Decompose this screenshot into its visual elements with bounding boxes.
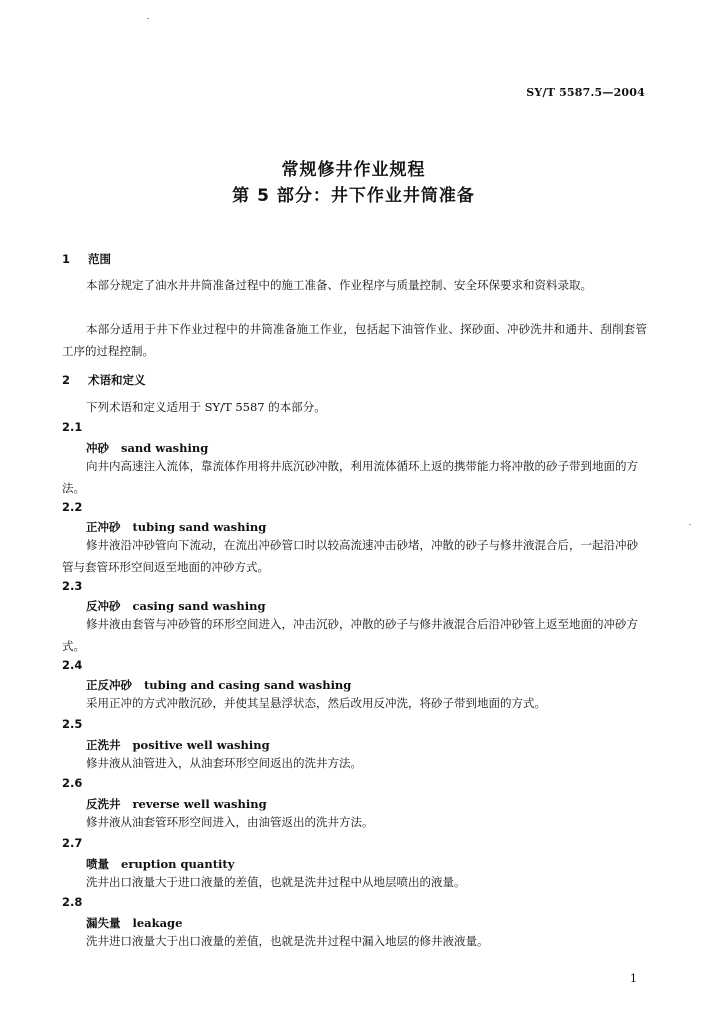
page-number: 1 [630,972,637,985]
term-en: casing sand washing [132,599,266,613]
section-heading-2 [62,372,146,388]
term-title [86,915,182,931]
clause-number: 2.2 [62,500,83,514]
term-en: tubing and casing sand washing [144,678,352,692]
scan-speck [689,524,691,525]
clause-number: 2.1 [62,420,83,434]
term-definition: 修井液由套管与冲砂管的环形空间进入，冲击沉砂，冲散的砂子与修井液混合后沿冲砂管上返至地面的冲砂方式。 [62,617,638,653]
term-en: tubing sand washing [132,520,267,534]
section-title: 术语和定义 [88,373,146,387]
term-title [86,856,234,872]
term-zh: 冲砂 [86,441,109,455]
term-en: positive well washing [132,738,270,752]
paragraph: 本部分规定了油水井井筒准备过程中的施工准备、作业程序与质量控制、安全环保要求和资料录取。 [86,278,592,292]
clause-number: 2.7 [62,836,83,850]
term-zh: 反洗井 [86,797,121,811]
term-title [86,519,266,535]
section-number: 2 [62,373,71,387]
term-zh: 喷量 [86,857,109,871]
term-en: eruption quantity [121,857,235,871]
term-definition: 向井内高速注入流体，靠流体作用将井底沉砂冲散，利用流体循环上返的携带能力将冲散的砂子带到地面的方法。 [62,459,638,495]
term-definition: 洗井出口液量大于进口液量的差值，也就是洗井过程中从地层喷出的液量。 [86,875,466,889]
term-en: reverse well washing [132,797,267,811]
term-zh: 反冲砂 [86,599,121,613]
section-heading-1 [62,251,111,267]
section-title: 范围 [88,252,111,266]
clause-number: 2.4 [62,658,83,672]
term-title [86,677,351,693]
document-title: 常规修井作业规程 [281,160,426,180]
section-number: 1 [62,252,71,266]
paragraph: 下列术语和定义适用于 SY/T 5587 的本部分。 [86,400,326,414]
clause-number: 2.8 [62,895,83,909]
term-definition: 采用正冲的方式冲散沉砂，并使其呈悬浮状态，然后改用反冲洗，将砂子带到地面的方式。 [86,696,546,710]
term-title [86,598,266,614]
term-definition: 修井液从油套管环形空间进入，由油管返出的洗井方法。 [86,815,374,829]
term-title [86,737,270,753]
clause-number: 2.3 [62,579,83,593]
term-definition: 修井液沿冲砂管向下流动，在流出冲砂管口时以较高流速冲击砂堵，冲散的砂子与修井液混合后，一起沿冲砂管与套管环形空间返至地面的冲砂方式。 [62,538,638,574]
term-definition: 洗井进口液量大于出口液量的差值，也就是洗井过程中漏入地层的修井液液量。 [86,934,489,948]
term-zh: 正反冲砂 [86,678,132,692]
term-zh: 正洗井 [86,738,121,752]
clause-number: 2.6 [62,776,83,790]
term-en: leakage [132,916,183,930]
scan-speck [147,18,149,19]
term-title [86,440,208,456]
document-subtitle: 第 5 部分：井下作业井筒准备 [232,186,475,206]
term-title [86,796,267,812]
term-definition: 修井液从油管进入，从油套环形空间返出的洗井方法。 [86,756,362,770]
paragraph: 本部分适用于井下作业过程中的井筒准备施工作业，包括起下油管作业、探砂面、冲砂洗井和通井、刮削套管工序的过程控制。 [62,322,647,358]
clause-number: 2.5 [62,717,83,731]
term-en: sand washing [121,441,209,455]
term-zh: 漏失量 [86,916,121,930]
term-zh: 正冲砂 [86,520,121,534]
standard-code: SY/T 5587.5—2004 [526,86,645,99]
